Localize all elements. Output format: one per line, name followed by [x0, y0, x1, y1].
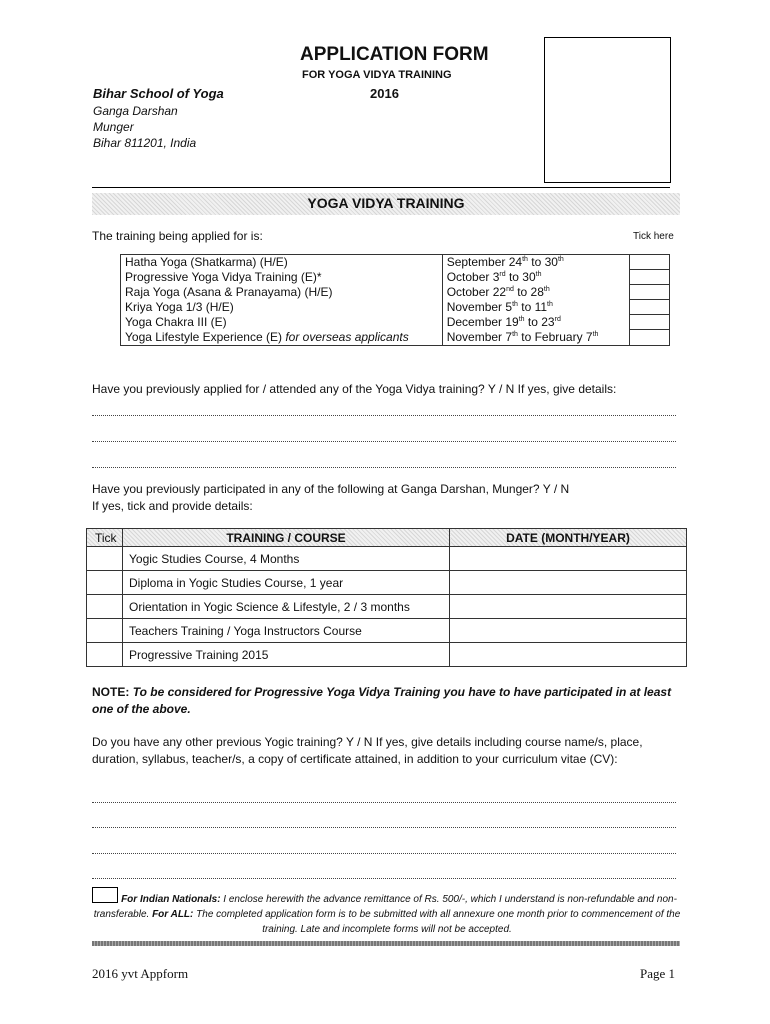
tick-box[interactable]: [630, 285, 669, 300]
course-item: Raja Yoga (Asana & Pranayama) (H/E): [125, 285, 333, 299]
photo-box[interactable]: [544, 37, 671, 183]
answer-line[interactable]: [92, 848, 676, 854]
answer-line[interactable]: [92, 462, 676, 468]
table-row: [87, 619, 687, 643]
tick-here-label: Tick here: [633, 231, 674, 242]
form-year: 2016: [370, 86, 399, 101]
training-prompt: The training being applied for is:: [92, 229, 263, 243]
date-item: September 24th to 30th: [446, 255, 564, 269]
col-header-course: TRAINING / COURSE: [123, 529, 450, 547]
form-title: APPLICATION FORM: [300, 44, 489, 65]
answer-line[interactable]: [92, 410, 676, 416]
table-row: [87, 571, 687, 595]
tick-cell[interactable]: [87, 619, 123, 643]
course-item: Yoga Chakra III (E): [125, 315, 227, 329]
course-cell: Progressive Training 2015: [123, 643, 450, 667]
section-band: [92, 193, 680, 215]
footer-form-id: 2016 yvt Appform: [92, 966, 189, 981]
form-subtitle: FOR YOGA VIDYA TRAINING: [302, 69, 452, 81]
tick-box[interactable]: [630, 330, 669, 345]
col-header-tick: Tick: [87, 529, 123, 547]
tick-cell[interactable]: [87, 571, 123, 595]
col-header-date: DATE (MONTH/YEAR): [450, 529, 687, 547]
date-item: October 22nd to 28th: [446, 285, 550, 299]
address-line: Bihar 811201, India: [93, 136, 197, 150]
tick-box[interactable]: [630, 300, 669, 315]
overseas-note: for overseas applicants: [285, 330, 409, 344]
declaration-text: For Indian Nationals: I enclose herewith the advance remittance of Rs. 500/-, which I understand is non-refundable and non-transferable. For ALL: The completed application form is to be submitted with all annexure one month prior to commencement of the training. Late and incomplete forms will not be accepted.: [93, 894, 681, 935]
course-cell: Teachers Training / Yoga Instructors Course: [123, 619, 450, 643]
course-item: Yoga Lifestyle Experience (E): [125, 330, 282, 344]
tick-cell[interactable]: [87, 643, 123, 667]
tick-cell[interactable]: [87, 595, 123, 619]
tick-box[interactable]: [630, 270, 669, 285]
divider: [92, 187, 670, 188]
note-label: NOTE:: [92, 685, 130, 699]
note-text: To be considered for Progressive Yoga Vidya Training you have to have participated in at least one of the above.: [92, 685, 672, 716]
answer-line[interactable]: [92, 436, 676, 442]
section-title: YOGA VIDYA TRAINING: [307, 195, 465, 211]
date-item: November 5th to 11th: [446, 300, 553, 314]
divider: [92, 941, 680, 946]
date-item: October 3rd to 30th: [446, 270, 542, 284]
school-name: Bihar School of Yoga: [93, 86, 224, 101]
answer-line[interactable]: [92, 873, 676, 879]
training-table: [120, 254, 670, 346]
question-previous-applied: Have you previously applied for / attended any of the Yoga Vidya training? Y / N If yes, give details:: [92, 382, 617, 396]
question-other-training: Do you have any other previous Yogic training? Y / N If yes, give details including course name/s, place, duration, syllabus, teacher/s, a copy of certificate attained, in addition to your curriculum vitae (CV):: [92, 735, 643, 766]
course-cell: Orientation in Yogic Science & Lifestyle, 2 / 3 months: [123, 595, 450, 619]
course-cell: Diploma in Yogic Studies Course, 1 year: [123, 571, 450, 595]
date-cell[interactable]: [450, 547, 687, 571]
note: [92, 684, 682, 718]
date-cell[interactable]: [450, 571, 687, 595]
answer-line[interactable]: [92, 822, 676, 828]
date-cell[interactable]: [450, 595, 687, 619]
address-line: Ganga Darshan: [93, 104, 178, 118]
address-line: Munger: [93, 120, 134, 134]
history-table: [86, 528, 687, 667]
table-row: [87, 547, 687, 571]
table-row: [87, 643, 687, 667]
date-cell[interactable]: [450, 643, 687, 667]
course-item: Kriya Yoga 1/3 (H/E): [125, 300, 234, 314]
tick-box[interactable]: [630, 255, 669, 270]
date-list: [442, 255, 630, 346]
course-list: [121, 255, 443, 346]
date-cell[interactable]: [450, 619, 687, 643]
tick-cell[interactable]: [87, 547, 123, 571]
tick-column: [630, 255, 670, 346]
tick-box[interactable]: [630, 315, 669, 330]
question-participated-instruction: If yes, tick and provide details:: [92, 499, 253, 513]
table-row: [87, 595, 687, 619]
answer-line[interactable]: [92, 797, 676, 803]
course-item: Progressive Yoga Vidya Training (E)*: [125, 270, 322, 284]
course-cell: Yogic Studies Course, 4 Months: [123, 547, 450, 571]
course-item: Hatha Yoga (Shatkarma) (H/E): [125, 255, 288, 269]
question-participated: Have you previously participated in any of the following at Ganga Darshan, Munger? Y / N: [92, 482, 570, 496]
page-number: Page 1: [640, 966, 676, 981]
date-item: December 19th to 23rd: [446, 315, 561, 329]
date-item: November 7th to February 7th: [446, 330, 599, 344]
